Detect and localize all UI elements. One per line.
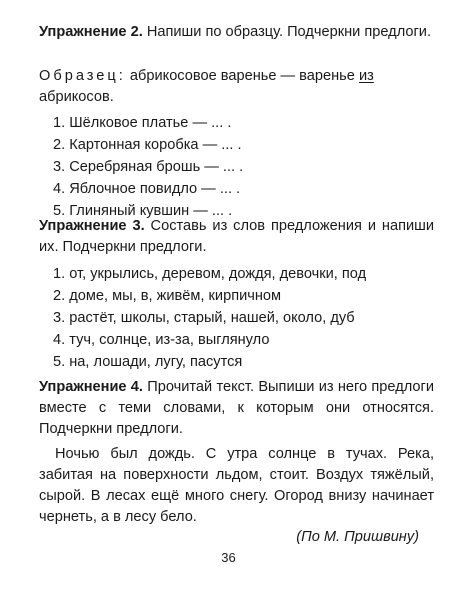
sample-label: Образец: xyxy=(39,68,126,84)
list-item: 2. доме, мы, в, живём, кирпичном xyxy=(53,288,282,304)
exercise-2-list xyxy=(53,112,243,222)
list-item: 2. Картонная коробка — ... . xyxy=(53,137,242,153)
exercise-2-heading xyxy=(39,22,434,43)
list-item: 1. Шёлковое платье — ... . xyxy=(53,115,232,131)
list-item: 3. растёт, школы, старый, нашей, около, дуб xyxy=(53,310,355,326)
exercise-3-list xyxy=(53,263,366,373)
text-source: (По М. Пришвину) xyxy=(296,529,419,545)
exercise-4-text: Ночью был дождь. С утра солнце в тучах. Река, забитая на поверхности льдом, стоит. Воздух тяжёлый, сырой. В лесах ещё много снегу. Огород внизу начинает чернеть, а в лесу бело. xyxy=(39,446,434,525)
exercise-2-title: Упражнение 2. xyxy=(39,24,143,40)
sample-text-b: абрикосов. xyxy=(39,89,114,105)
exercise-4-heading xyxy=(39,377,434,440)
list-item: 3. Серебряная брошь — ... . xyxy=(53,159,244,175)
sample-text-a: абрикосовое варенье — варенье xyxy=(125,68,359,84)
sample-preposition: из xyxy=(358,68,374,84)
list-item: 5. Глиняный кувшин — ... . xyxy=(53,203,233,219)
exercise-2-task: Напиши по образцу. Подчеркни предлоги. xyxy=(142,24,432,40)
exercise-3-task: Составь из слов предложения и напиши их. Подчеркни предлоги. xyxy=(39,218,434,255)
exercise-4-title: Упражнение 4. xyxy=(39,379,143,395)
list-item: 4. туч, солнце, из-за, выглянуло xyxy=(53,332,270,348)
exercise-3-title: Упражнение 3. xyxy=(39,218,145,234)
exercise-4-task: Прочитай текст. Выпиши из него предлоги вместе с теми словами, к которым они относятся. Подчеркни предлоги. xyxy=(39,379,434,437)
exercise-2-sample xyxy=(39,66,434,108)
page-number: 36 xyxy=(221,550,236,565)
list-item: 1. от, укрылись, деревом, дождя, девочки, под xyxy=(53,266,367,282)
exercise-3-heading xyxy=(39,216,434,258)
list-item: 4. Яблочное повидло — ... . xyxy=(53,181,241,197)
list-item: 5. на, лошади, лугу, пасутся xyxy=(53,354,243,370)
